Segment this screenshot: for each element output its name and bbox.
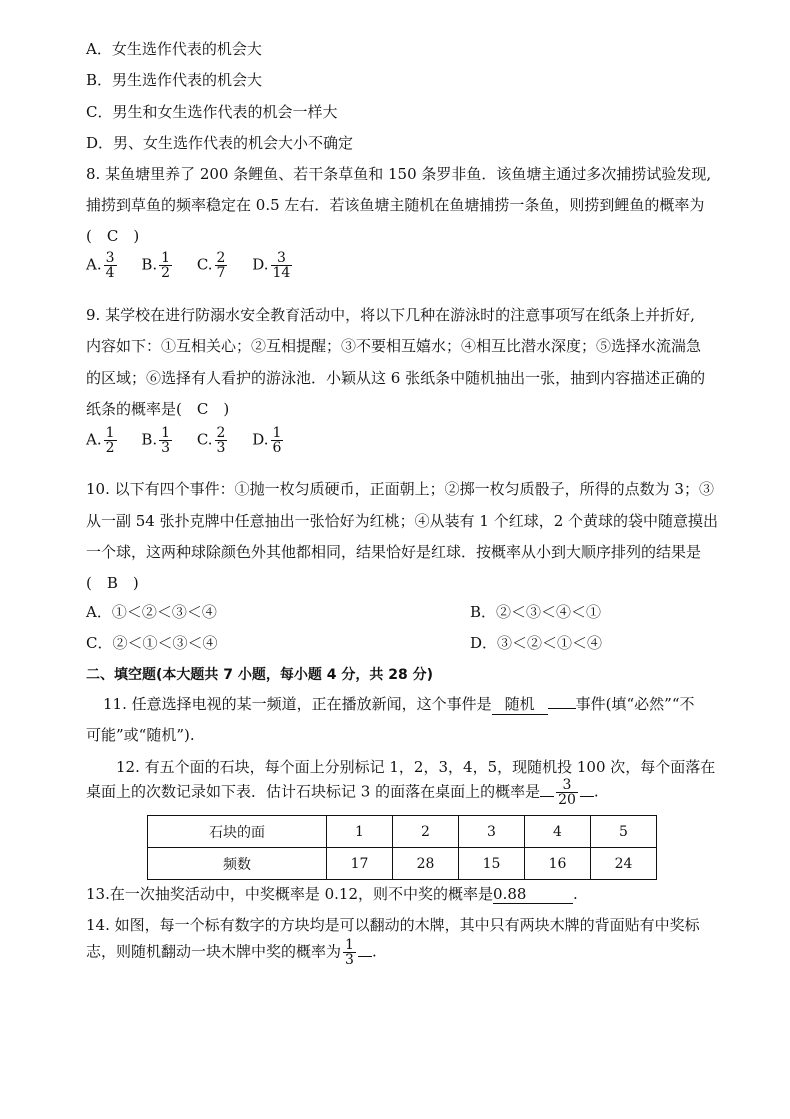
table-head-face: 石块的面	[148, 816, 327, 848]
q10-line-2: 从一副 54 张扑克牌中任意抽出一张恰好为红桃；④从装有 1 个红球，2 个黄球的袋中随意摸出	[86, 512, 719, 530]
q13-line: 13.在一次抽奖活动中，中奖概率是 0.12，则不中奖的概率是0.88 .	[86, 885, 578, 903]
q8-line-2: 捕捞到草鱼的频率稳定在 0.5 左右．若该鱼塘主随机在鱼塘捕捞一条鱼，则捞到鲤鱼的概率为	[86, 196, 705, 214]
q8-option-a: A. $\frac{3}{4}$	[86, 250, 115, 281]
q9-line-3: 的区域；⑥选择有人看护的游泳池．小颖从这 6 张纸条中随机抽出一张，抽到内容描述正确的	[86, 369, 706, 387]
q9-option-c: C. $\frac{2}{3}$	[196, 425, 226, 456]
q12-line-1: 12. 有五个面的石块，每个面上分别标记 1，2，3，4，5，现随机投 100 次，每个面落在	[116, 758, 716, 776]
table-cell: 16	[525, 848, 591, 880]
q10-option-a: A．①＜②＜③＜④	[86, 603, 217, 621]
q8-option-c: C. $\frac{2}{7}$	[196, 250, 226, 281]
q9-option-a: A. $\frac{1}{2}$	[86, 425, 115, 456]
q13-answer-blank: 0.88	[493, 885, 573, 904]
q10-option-c: C．②＜①＜③＜④	[86, 634, 218, 652]
section-heading: 二、填空题(本大题共 7 小题，每小题 4 分，共 28 分)	[86, 667, 434, 683]
q10-option-b: B．②＜③＜④＜①	[470, 603, 602, 621]
frequency-table	[147, 815, 657, 880]
q14-line-1: 14. 如图，每一个标有数字的方块均是可以翻动的木牌，其中只有两块木牌的背面贴有中奖标	[86, 916, 700, 934]
table-cell: 1	[327, 816, 393, 848]
q9-options	[86, 426, 303, 455]
q7-option-c: C．男生和女生选作代表的机会一样大	[86, 103, 338, 121]
q11-line-2: 可能”或“随机”).	[86, 726, 195, 744]
q12-answer-fraction: $\frac{3}{20}$	[558, 777, 576, 808]
table-cell: 15	[459, 848, 525, 880]
q9-option-b: B. $\frac{1}{3}$	[141, 425, 171, 456]
q9-line-1: 9. 某学校在进行防溺水安全教育活动中，将以下几种在游泳时的注意事项写在纸条上并折好,	[86, 306, 695, 324]
q8-line-1: 8. 某鱼塘里养了 200 条鲤鱼、若干条草鱼和 150 条罗非鱼．该鱼塘主通过多次捕捞试验发现,	[86, 165, 712, 183]
q9-line-4: 纸条的概率是( C )	[86, 400, 230, 418]
q9-line-2: 内容如下：①互相关心；②互相提醒；③不要相互嬉水；④相互比潜水深度；⑤选择水流湍急	[86, 337, 702, 355]
q11-answer-blank: 随机	[492, 693, 548, 715]
q8-option-b: B. $\frac{1}{2}$	[141, 250, 171, 281]
table-cell: 24	[591, 848, 657, 880]
q10-line-3: 一个球，这两种球除颜色外其他都相同，结果恰好是红球．按概率从小到大顺序排列的结果是	[86, 543, 702, 561]
q14-answer-fraction: $\frac{1}{3}$	[345, 937, 354, 968]
q14-line-2: 志，则随机翻动一块木牌中奖的概率为 $\frac{1}{3}$ .	[86, 937, 377, 968]
q8-answer: ( C )	[86, 227, 140, 245]
q8-options	[86, 251, 312, 280]
q7-option-b: B．男生选作代表的机会大	[86, 71, 263, 89]
table-cell: 3	[459, 816, 525, 848]
q7-option-a: A．女生选作代表的机会大	[86, 40, 262, 58]
q10-answer: ( B )	[86, 574, 139, 592]
table-cell: 5	[591, 816, 657, 848]
q12-line-2: 桌面上的次数记录如下表．估计石块标记 3 的面落在桌面上的概率是 $\frac{3}{20}$ .	[86, 777, 599, 808]
q8-option-d: D. $\frac{3}{14}$	[252, 250, 291, 281]
table-cell: 2	[393, 816, 459, 848]
table-cell: 28	[393, 848, 459, 880]
table-head-frequency: 频数	[148, 848, 327, 880]
q10-line-1: 10. 以下有四个事件：①抛一枚匀质硬币，正面朝上；②掷一枚匀质骰子，所得的点数为 3；③	[86, 480, 714, 498]
q9-option-d: D. $\frac{1}{6}$	[252, 425, 282, 456]
q7-option-d: D．男、女生选作代表的机会大小不确定	[86, 134, 354, 152]
table-cell: 17	[327, 848, 393, 880]
q11-line-1: 11. 任意选择电视的某一频道，正在播放新闻，这个事件是 随机 事件(填“必然”“不	[103, 695, 695, 713]
table-row	[148, 816, 657, 848]
table-row	[148, 848, 657, 880]
table-cell: 4	[525, 816, 591, 848]
q10-option-d: D．③＜②＜①＜④	[470, 634, 603, 652]
